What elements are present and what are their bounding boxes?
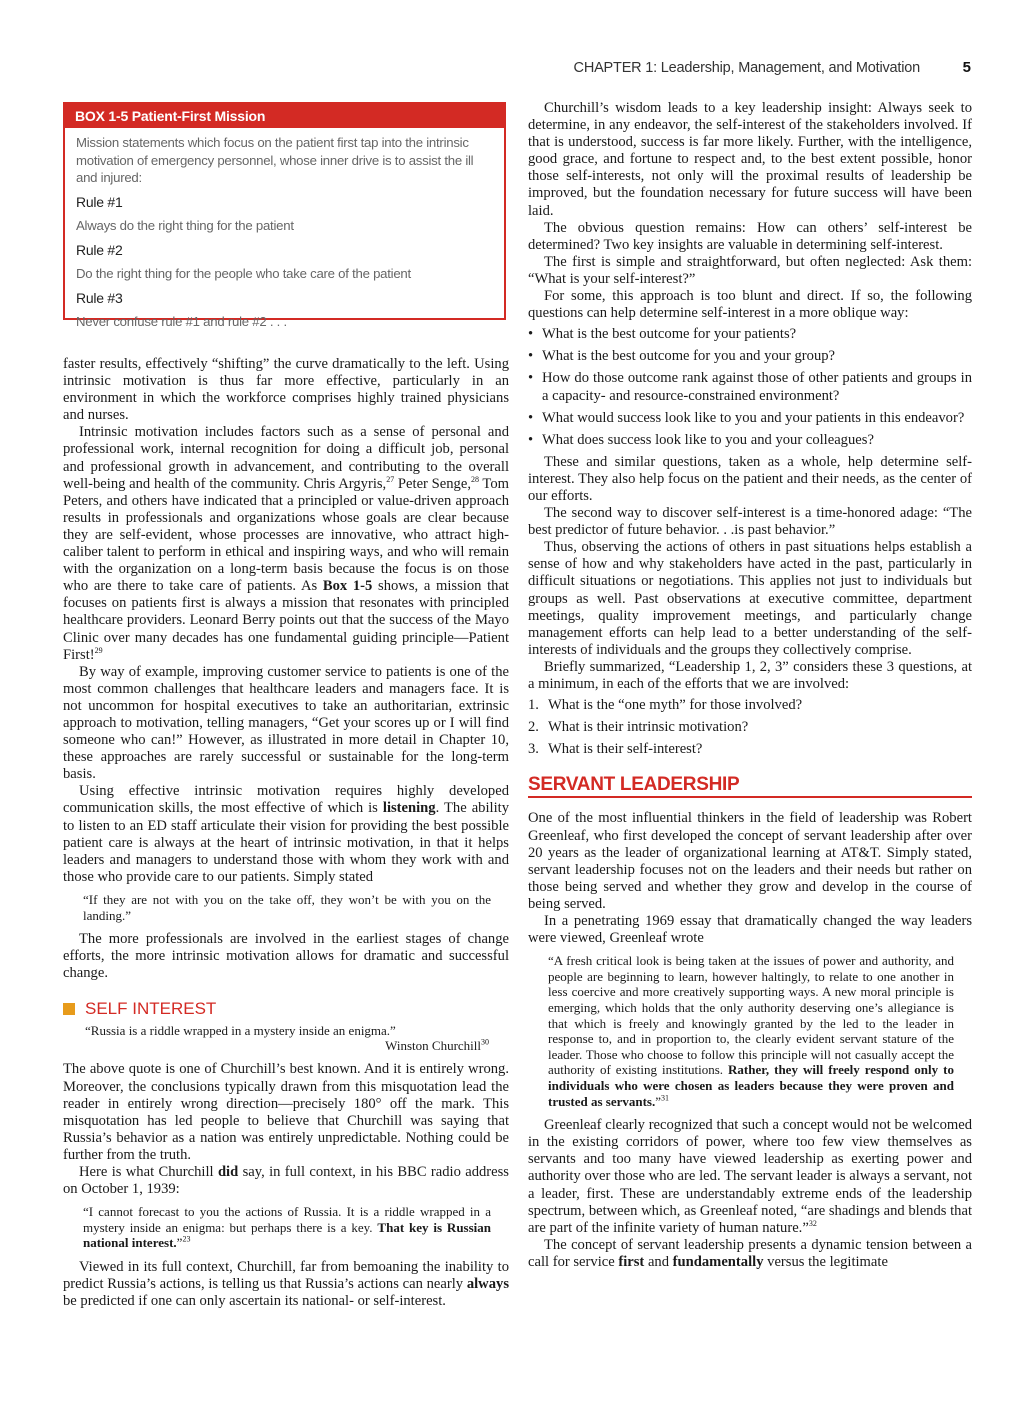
rule-label: Rule #2 xyxy=(76,241,123,258)
emphasis: did xyxy=(217,1164,239,1181)
paragraph: In a penetrating 1969 essay that dramatically changed the way leaders were viewed, Greenleaf wrote xyxy=(528,913,972,947)
list-item: • What would success look like to you and your patients in this endeavor? xyxy=(528,410,972,427)
author-name: Winston Churchill xyxy=(385,1038,481,1054)
paragraph: The second way to discover self-interest is a time-honored adage: “The best predictor of future behavior. . .is past behavior.” xyxy=(528,505,972,539)
right-column xyxy=(528,100,972,1271)
text: Using effective intrinsic motivation requires highly developed communication skills, the most effective of which is xyxy=(63,783,509,817)
page-number: 5 xyxy=(962,59,971,76)
text: Peter Senge, xyxy=(394,475,471,492)
paragraph: The obvious question remains: How can others’ self-interest be determined? Two key insights are valuable in determining self-interest. xyxy=(528,219,972,253)
text: shows, a mission that focuses on patients first is always a mission that resonates with principled healthcare providers. Leonard Berry points out that the success of the Mayo Clinic over many decades has one fundamental guiding principle—Patient First! xyxy=(63,578,509,663)
box-intro: Mission statements which focus on the patient first tap into the intrinsic motivation of emergency personnel, whose inner drive is to assist the ill and injured: xyxy=(76,135,474,185)
list-item: • How do those outcome rank against those of other patients and groups in a capacity- and resource-constrained environment? xyxy=(528,370,972,404)
paragraph: The first is simple and straightforward, but often neglected: Ask them: “What is your self-interest?” xyxy=(528,253,972,287)
text: Intrinsic motivation includes factors such as a sense of personal and professional work, internal recognition for doing a difficult job, personal and professional growth in advancement, and contributing to the overall well-being and health of the community. Chris Argyris, xyxy=(63,424,509,492)
block-quote xyxy=(83,1204,491,1251)
numbered-item xyxy=(528,741,972,758)
paragraph: The above quote is one of Churchill’s best known. And it is entirely wrong. Moreover, the conclusions typically drawn from this misquotation lead the reader in entirely wrong direction—precisely 180° off the mark. This misquotation has led people to believe that Churchill was saying that Russia’s behavior as a nation was entirely unpredictable. Nothing could be further from the truth. xyxy=(63,1061,509,1163)
section-title: SELF INTEREST xyxy=(85,999,217,1019)
paragraph xyxy=(63,424,509,663)
emphasis: That key is Russian national interest. xyxy=(83,1219,492,1251)
emphasis: listening xyxy=(382,800,436,817)
footnote-ref: 28 xyxy=(470,474,479,484)
text: and xyxy=(644,1253,673,1270)
box-title: BOX 1-5 Patient-First Mission xyxy=(65,104,504,128)
text: ” xyxy=(176,1235,183,1251)
text: “A fresh critical look is being taken at the issues of power and authority, and people are beginning to learn, however haltingly, to relate to one another in less coercive and more creatively supporting ways. A new moral principle is emerging, which holds that the only authority deserving one’s allegiance is that which is freely and knowingly granted by the led to the leader in response to, and in proportion to, the clearly evident servant stature of the leader. Those who choose to follow this principle will not casually accept the authority of existing institutions. xyxy=(548,953,954,1078)
text: . The ability to listen to an ED staff articulate their vision for providing the best possible patient care is always at the heart of intrinsic motivation, in that it helps leaders and managers to understand those with whom they work with and those who provide care to our patients. Simply stated xyxy=(63,800,509,885)
paragraph: Thus, observing the actions of others in past situations helps establish a sense of how and why stakeholders have acted in the past, particularly in difficult situations or negotiations. This applies not just to individuals but groups as well. Past observations at executive committee, department meetings, quality improvement meetings, and particularly change management efforts can help lead to a better understanding of the self-interests of individuals and the groups they collectively comprise. xyxy=(528,539,972,658)
rule-label: Rule #3 xyxy=(76,289,123,306)
rule-label: Rule #1 xyxy=(76,193,123,210)
square-bullet-icon xyxy=(63,1003,75,1015)
paragraph xyxy=(528,1117,972,1237)
item-text: What is their self-interest? xyxy=(548,741,703,758)
list-item: • What is the best outcome for your patients? xyxy=(528,326,972,343)
paragraph: Briefly summarized, “Leadership 1, 2, 3” considers these 3 questions, at a minimum, in each of the efforts that we are involved: xyxy=(528,658,972,692)
text: versus the legitimate xyxy=(763,1253,888,1270)
text: “I cannot forecast to you the actions of Russia. It is a riddle wrapped in a mystery inside an enigma: but perhaps there is a key. xyxy=(83,1204,491,1235)
epigraph-author xyxy=(63,1038,489,1053)
block-quote xyxy=(548,953,954,1109)
footnote-ref: 31 xyxy=(661,1093,670,1103)
paragraph: For some, this approach is too blunt and direct. If so, the following questions can help determine self-interest in a more oblique way: xyxy=(528,288,972,322)
text: Greenleaf clearly recognized that such a concept would not be welcomed in the existing corridors of power, where too few view themselves as servants and too many have viewed leadership as exerting power and authority over those who are led. The servant leader is always a servant, not a leader, first. These are understandably extreme ends of the leadership spectrum, between which, as Greenleaf noted, “are shadings and blends that are part of the infinite variety of human nature.” xyxy=(528,1117,972,1236)
emphasis: Rather, they will freely respond only to individuals who were chosen as leaders because they were proven and trusted as servants. xyxy=(548,1062,954,1109)
rule-text: Never confuse rule #1 and rule #2 . . . xyxy=(76,313,287,329)
block-quote: “If they are not with you on the take off, they won’t be with you on the landing.” xyxy=(83,891,491,923)
list-item: • What is the best outcome for you and your group? xyxy=(528,348,972,365)
section-heading-servant-leadership: SERVANT LEADERSHIP xyxy=(528,776,972,798)
footnote-ref: 30 xyxy=(481,1038,489,1048)
item-number: 3. xyxy=(528,741,539,758)
paragraph xyxy=(528,1237,972,1271)
rule-text: Always do the right thing for the patient xyxy=(76,217,294,233)
text: Here is what Churchill xyxy=(79,1164,218,1181)
paragraph: Churchill’s wisdom leads to a key leadership insight: Always seek to determine, in any endeavor, the self-interest of the stakeholders involved. If that is understood, success is far more likely. Further, with the intelligence, good grace, and fortune to respect and, to the best extent possible, honor those self-interests, not only will the proximal results of leadership be improved, but the foundation necessary for future success will have been laid. xyxy=(528,100,972,219)
text: ” xyxy=(655,1093,662,1109)
text: Viewed in its full context, Churchill, far from bemoaning the inability to predict Russia’s actions, is telling us that Russia’s actions can nearly xyxy=(63,1259,509,1293)
footnote-ref: 29 xyxy=(94,645,103,655)
paragraph xyxy=(63,1259,509,1310)
emphasis: fundamentally xyxy=(672,1253,764,1270)
item-text: What is the “one myth” for those involved? xyxy=(548,697,803,714)
text: The concept of servant leadership presents a dynamic tension between a call for service xyxy=(528,1236,972,1270)
paragraph: These and similar questions, taken as a whole, help determine self-interest. They also help focus on the patient and their needs, as the center of our efforts. xyxy=(528,453,972,504)
text: Tom Peters, and others have indicated that a principled or value-driven approach results in professionals and organizations whose goals are clear because they are self-evident, whose processes are innovative, who attract high-caliber talent to perform in ethical and inspiring ways, and who will remain with the organization on a long-term basis because the focus is on those who are there to take care of patients. As xyxy=(63,475,509,595)
rule-text: Do the right thing for the people who take care of the patient xyxy=(76,265,411,281)
footnote-ref: 27 xyxy=(386,474,395,484)
chapter-title: CHAPTER 1: Leadership, Management, and Motivation xyxy=(573,60,920,76)
footnote-ref: 23 xyxy=(182,1235,191,1245)
item-number: 2. xyxy=(528,719,539,736)
box-reference: Box 1-5 xyxy=(322,578,373,595)
text: be predicted if one can only ascertain its national- or self-interest. xyxy=(63,1293,446,1310)
item-number: 1. xyxy=(528,697,539,714)
numbered-item xyxy=(528,697,972,714)
running-header xyxy=(0,60,1035,84)
emphasis: always xyxy=(466,1276,509,1293)
paragraph xyxy=(63,783,509,886)
box-body xyxy=(65,128,504,331)
left-column xyxy=(63,356,509,1310)
box-1-5 xyxy=(63,102,506,329)
numbered-item xyxy=(528,719,972,736)
list-item: • What does success look like to you and your colleagues? xyxy=(528,432,972,449)
paragraph: By way of example, improving customer service to patients is one of the most common challenges that healthcare leaders and managers face. It is not uncommon for hospital executives to take an authoritarian, extrinsic approach to motivation, telling managers, “Get your scores up or I will find someone who can!” However, as illustrated in more detail in Chapter 10, these approaches are rarely successful or sustainable for the long-term basis. xyxy=(63,663,509,783)
paragraph xyxy=(63,1164,509,1198)
footnote-ref: 32 xyxy=(808,1218,817,1228)
epigraph-quote: “Russia is a riddle wrapped in a mystery inside an enigma.” xyxy=(85,1023,396,1039)
paragraph: The more professionals are involved in the earliest stages of change efforts, the more intrinsic motivation allows for dramatic and successful change. xyxy=(63,931,509,982)
paragraph: faster results, effectively “shifting” the curve dramatically to the left. Using intrinsic motivation is thus far more effective, particularly in an environment in which the workforce comprises highly trained physicians and nurses. xyxy=(63,356,509,424)
item-text: What is their intrinsic motivation? xyxy=(548,719,749,736)
text: say, in full context, in his BBC radio address on October 1, 1939: xyxy=(63,1164,509,1198)
emphasis: first xyxy=(618,1253,645,1270)
paragraph: One of the most influential thinkers in the field of leadership was Robert Greenleaf, who first developed the concept of servant leadership after over 20 years as the leader of organizational learning at AT&T. Simply stated, servant leadership focuses not on the leaders and their needs but rather on those being served and whether they grow and develop in the course of being served. xyxy=(528,810,972,912)
section-heading-self-interest xyxy=(63,1000,509,1017)
